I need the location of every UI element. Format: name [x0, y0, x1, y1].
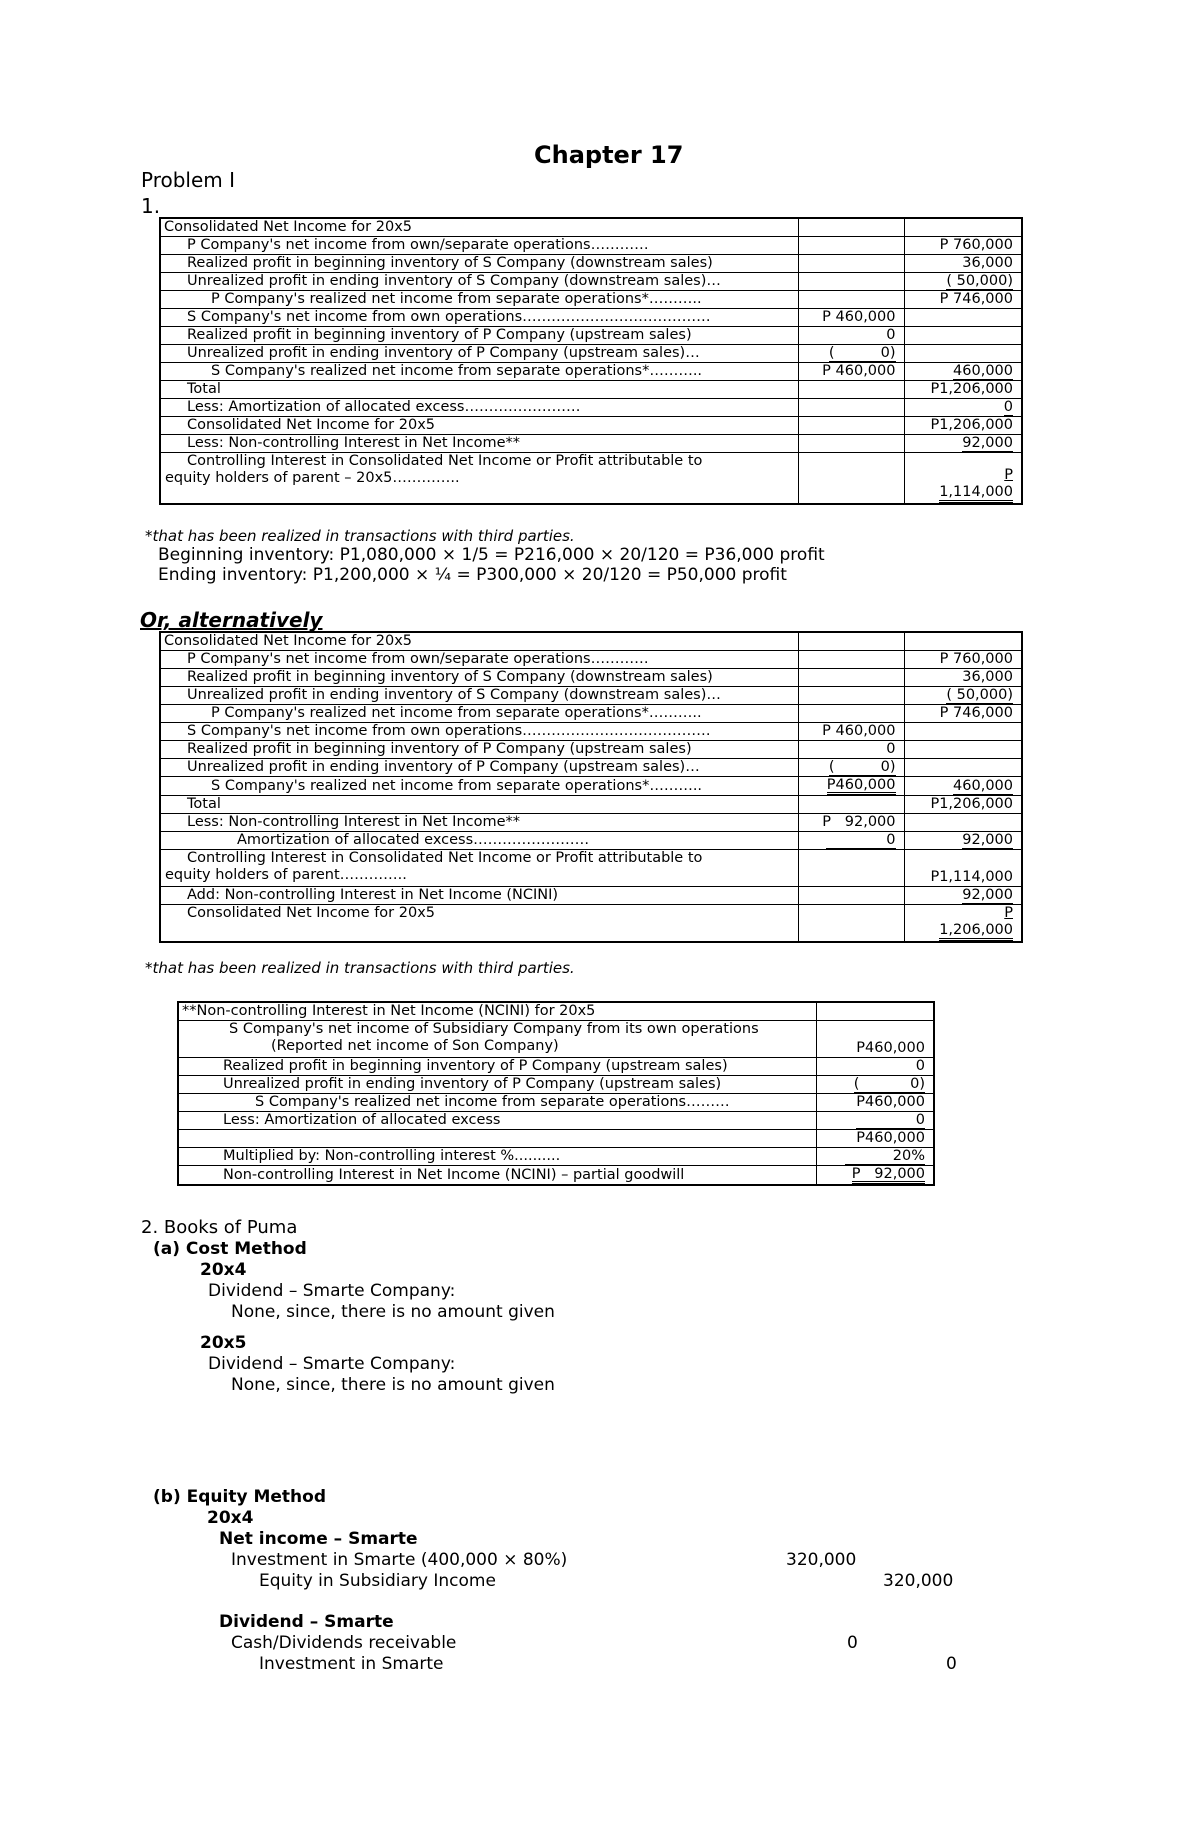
- row-amount: P1,206,000: [904, 796, 1022, 814]
- table-row: [160, 887, 1022, 905]
- table-row: [160, 453, 1022, 505]
- row-amount: P 746,000: [904, 705, 1022, 723]
- row-amount: 92,000: [962, 435, 1013, 451]
- equity-method-year-20x4: 20x4: [207, 1508, 254, 1528]
- problem-label: Problem I: [141, 168, 236, 192]
- row-label: P Company's realized net income from separate operations*………..: [160, 705, 798, 723]
- row-amount: 92,000: [962, 832, 1013, 848]
- investment-credit-label: Investment in Smarte: [259, 1654, 444, 1674]
- alternative-net-income-table: [159, 631, 1023, 943]
- cost-method-none-20x5: None, since, there is no amount given: [231, 1375, 555, 1395]
- table-row: [160, 399, 1022, 417]
- table-row: [178, 1076, 934, 1094]
- table-row: [160, 723, 1022, 741]
- consolidated-net-income-table: [159, 217, 1023, 505]
- row-label: Unrealized profit in ending inventory of P Company (upstream sales)…: [160, 759, 798, 777]
- row-amount: 36,000: [904, 255, 1022, 273]
- table-row: [178, 1130, 934, 1148]
- row-label: S Company's realized net income from separate operations*………..: [160, 777, 798, 796]
- cash-entry-debit: 0: [847, 1633, 858, 1653]
- chapter-title: Chapter 17: [534, 141, 684, 169]
- beginning-inventory-calc: Beginning inventory: P1,080,000 × 1/5 = P216,000 × 20/120 = P36,000 profit: [158, 545, 825, 565]
- row-amount: ( 50,000): [946, 273, 1013, 289]
- table-row: [160, 777, 1022, 796]
- row-label: Non-controlling Interest in Net Income (NCINI) – partial goodwill: [178, 1166, 816, 1186]
- row-label: Consolidated Net Income for 20x5: [160, 905, 798, 943]
- row-label: Less: Non-controlling Interest in Net Income**: [160, 814, 798, 832]
- row-amount: P460,000: [816, 1130, 934, 1148]
- row-label: Realized profit in beginning inventory of P Company (upstream sales): [178, 1058, 816, 1076]
- table-row: [160, 218, 1022, 237]
- table-row: [160, 255, 1022, 273]
- row-amount: P1,206,000: [904, 417, 1022, 435]
- cost-method-dividend-20x5: Dividend – Smarte Company:: [208, 1354, 456, 1374]
- ending-inventory-calc: Ending inventory: P1,200,000 × ¼ = P300,000 × 20/120 = P50,000 profit: [158, 565, 787, 585]
- row-label: P Company's net income from own/separate operations…………: [160, 651, 798, 669]
- table-row: [160, 345, 1022, 363]
- row-subamount: 0: [798, 327, 904, 345]
- row-label: Less: Non-controlling Interest in Net Income**: [160, 435, 798, 453]
- row-amount: P1,206,000: [904, 381, 1022, 399]
- row-amount: P 760,000: [904, 237, 1022, 255]
- row-amount-prefix: P: [1004, 467, 1013, 483]
- row-label-cont: equity holders of parent…………..: [165, 867, 407, 883]
- row-amount-prefix: P: [1004, 905, 1013, 921]
- table-row: [160, 651, 1022, 669]
- row-label: Unrealized profit in ending inventory of S Company (downstream sales)…: [160, 273, 798, 291]
- table-row: [160, 309, 1022, 327]
- row-amount: 36,000: [904, 669, 1022, 687]
- row-amount: 0: [856, 1113, 925, 1129]
- footnote-1: *that has been realized in transactions with third parties.: [145, 527, 575, 545]
- investment-entry-label: Investment in Smarte (400,000 × 80%): [231, 1550, 568, 1570]
- ncini-table: [177, 1001, 935, 1186]
- row-label: P Company's net income from own/separate operations…………: [160, 237, 798, 255]
- row-subamount: ( 0): [828, 345, 896, 361]
- row-label: Realized profit in beginning inventory of S Company (downstream sales): [160, 255, 798, 273]
- row-label: S Company's net income from own operations…………………………………: [160, 723, 798, 741]
- row-subamount: P 92,000: [798, 814, 904, 832]
- table-row: [160, 435, 1022, 453]
- row-label: Controlling Interest in Consolidated Net Income or Profit attributable to: [187, 453, 703, 469]
- row-subamount: P 460,000: [798, 723, 904, 741]
- cost-method-dividend-20x4: Dividend – Smarte Company:: [208, 1281, 456, 1301]
- row-amount: ( 50,000): [946, 687, 1013, 703]
- row-subamount: 0: [826, 833, 895, 849]
- net-income-heading: Net income – Smarte: [219, 1529, 418, 1549]
- row-label: Realized profit in beginning inventory of S Company (downstream sales): [160, 669, 798, 687]
- row-amount: ( 0): [853, 1076, 925, 1092]
- row-label: Less: Amortization of allocated excess: [178, 1112, 816, 1130]
- row-subamount: 0: [798, 741, 904, 759]
- equity-method-heading: (b) Equity Method: [153, 1487, 326, 1507]
- table-row: [160, 669, 1022, 687]
- row-amount: P460,000: [816, 1021, 934, 1058]
- item-2-label: 2. Books of Puma: [141, 1217, 298, 1238]
- table-row: [178, 1148, 934, 1166]
- row-amount: 460,000: [953, 778, 1013, 794]
- table-row: [160, 905, 1022, 943]
- row-label: Unrealized profit in ending inventory of P Company (upstream sales)…: [160, 345, 798, 363]
- row-label: Less: Amortization of allocated excess……………………: [160, 399, 798, 417]
- investment-entry-debit: 320,000: [786, 1550, 857, 1570]
- row-label: Consolidated Net Income for 20x5: [160, 632, 798, 651]
- row-label: S Company's net income from own operations…………………………………: [160, 309, 798, 327]
- row-label: Add: Non-controlling Interest in Net Income (NCINI): [160, 887, 798, 905]
- alternatively-heading: Or, alternatively: [140, 608, 323, 632]
- table-row: [178, 1021, 934, 1058]
- table-row: [178, 1166, 934, 1186]
- row-label: P Company's realized net income from separate operations*………..: [160, 291, 798, 309]
- row-amount: P 92,000: [851, 1166, 925, 1182]
- dividend-heading: Dividend – Smarte: [219, 1612, 394, 1632]
- table-row: [160, 832, 1022, 850]
- equity-income-entry-credit: 320,000: [883, 1571, 954, 1591]
- row-amount: 1,206,000: [939, 923, 1013, 941]
- row-label: Consolidated Net Income for 20x5: [160, 417, 798, 435]
- table-row: [178, 1094, 934, 1112]
- row-label: Amortization of allocated excess……………………: [160, 832, 798, 850]
- row-label-cont: (Reported net income of Son Company): [271, 1038, 559, 1054]
- table-row: [160, 814, 1022, 832]
- row-label-cont: equity holders of parent – 20x5…………..: [165, 470, 460, 486]
- row-label: Consolidated Net Income for 20x5: [160, 218, 798, 237]
- row-amount: P 760,000: [904, 651, 1022, 669]
- row-amount: P1,114,000: [904, 850, 1022, 887]
- table-row: [160, 291, 1022, 309]
- row-label: Total: [160, 381, 798, 399]
- table-row: [160, 327, 1022, 345]
- row-subamount: P460,000: [826, 777, 896, 793]
- table-row: [160, 237, 1022, 255]
- table-row: [178, 1112, 934, 1130]
- table-row: [160, 363, 1022, 381]
- row-amount: 92,000: [962, 887, 1013, 903]
- row-label: Controlling Interest in Consolidated Net Income or Profit attributable to: [187, 850, 703, 866]
- row-amount: P460,000: [816, 1094, 934, 1112]
- row-subamount: ( 0): [828, 759, 896, 775]
- cost-method-heading: (a) Cost Method: [153, 1239, 307, 1259]
- table-row: [160, 796, 1022, 814]
- row-amount: 0: [816, 1058, 934, 1076]
- row-amount: 1,114,000: [939, 485, 1013, 503]
- row-amount: 20%: [845, 1149, 925, 1165]
- row-label: S Company's realized net income from separate operations………: [178, 1094, 816, 1112]
- cost-method-year-20x5: 20x5: [200, 1333, 247, 1353]
- table-row: [178, 1058, 934, 1076]
- row-subamount: P 460,000: [798, 309, 904, 327]
- cost-method-year-20x4: 20x4: [200, 1260, 247, 1280]
- cash-entry-label: Cash/Dividends receivable: [231, 1633, 457, 1653]
- row-label: Unrealized profit in ending inventory of P Company (upstream sales): [178, 1076, 816, 1094]
- table-row: [160, 417, 1022, 435]
- row-label: S Company's realized net income from separate operations*………..: [160, 363, 798, 381]
- table-row: [160, 687, 1022, 705]
- table-row: [160, 632, 1022, 651]
- item-1-label: 1.: [141, 194, 161, 218]
- row-label: Realized profit in beginning inventory of P Company (upstream sales): [160, 327, 798, 345]
- equity-income-entry-label: Equity in Subsidiary Income: [259, 1571, 496, 1591]
- row-label: S Company's net income of Subsidiary Company from its own operations: [229, 1021, 759, 1037]
- row-amount: P 746,000: [904, 291, 1022, 309]
- table-row: [160, 850, 1022, 887]
- row-amount: 0: [1003, 399, 1013, 415]
- footnote-2: *that has been realized in transactions with third parties.: [145, 959, 575, 977]
- row-label: Total: [160, 796, 798, 814]
- row-label: **Non-controlling Interest in Net Income (NCINI) for 20x5: [178, 1002, 816, 1021]
- row-label: Realized profit in beginning inventory of P Company (upstream sales): [160, 741, 798, 759]
- table-row: [160, 759, 1022, 777]
- row-subamount: P 460,000: [798, 363, 904, 381]
- table-row: [160, 741, 1022, 759]
- row-amount: 460,000: [953, 363, 1013, 379]
- investment-credit-amount: 0: [946, 1654, 957, 1674]
- row-label: Multiplied by: Non-controlling interest %..........: [178, 1148, 816, 1166]
- table-row: [160, 273, 1022, 291]
- row-label: Unrealized profit in ending inventory of S Company (downstream sales)…: [160, 687, 798, 705]
- cost-method-none-20x4: None, since, there is no amount given: [231, 1302, 555, 1322]
- table-row: [160, 705, 1022, 723]
- table-row: [160, 381, 1022, 399]
- table-row: [178, 1002, 934, 1021]
